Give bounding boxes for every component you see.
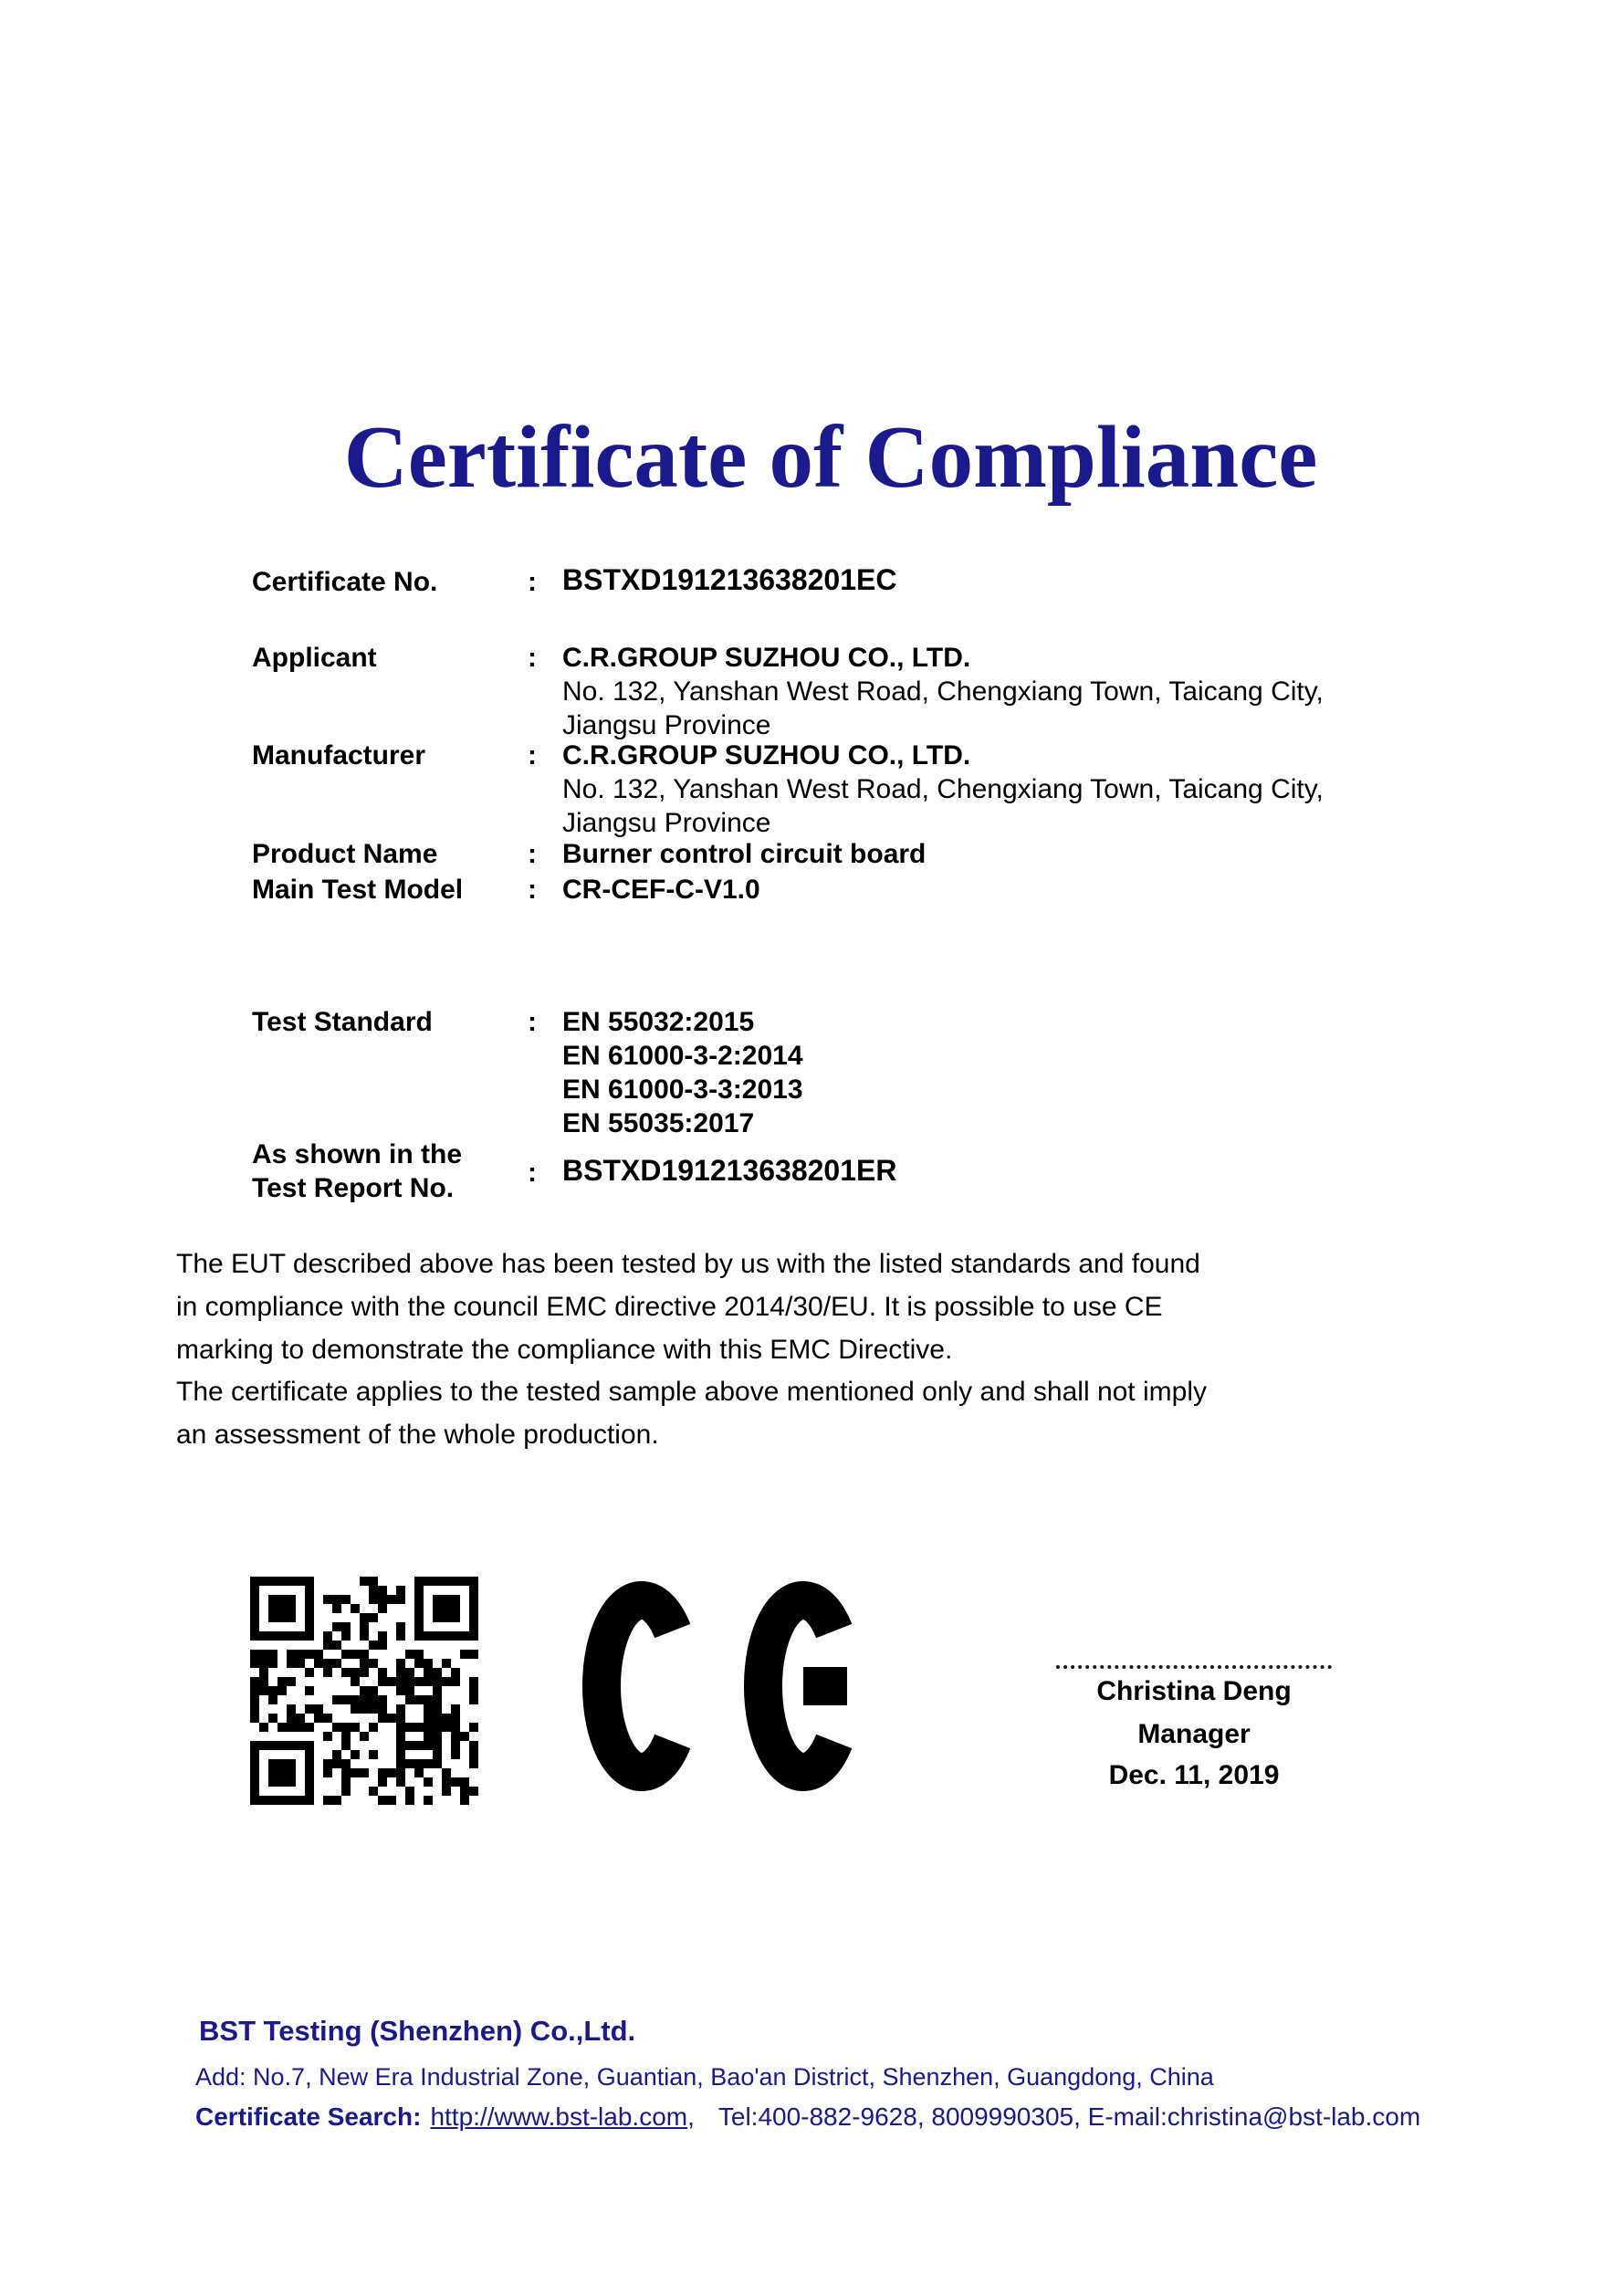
footer-contact: Tel:400-882-9628, 8009990305, E-mail:christina@bst-lab.com [717, 2102, 1421, 2131]
certificate-no-colon: : [528, 567, 537, 597]
product-name-value: Burner control circuit board [562, 839, 927, 869]
applicant-colon: : [528, 643, 537, 673]
statement-line: in compliance with the council EMC directive 2014/30/EU. It is possible to use CE [176, 1291, 1163, 1322]
manufacturer-address-line2: Jiangsu Province [562, 808, 771, 838]
test-standard-item: EN 55032:2015 [562, 1007, 755, 1037]
statement-line: marking to demonstrate the compliance with this EMC Directive. [176, 1334, 953, 1365]
main-test-model-value: CR-CEF-C-V1.0 [562, 875, 760, 905]
certificate-title: Certificate of Compliance [343, 408, 1318, 506]
main-test-model-colon: : [528, 875, 537, 905]
test-standard-item: EN 61000-3-2:2014 [562, 1041, 803, 1071]
product-name-colon: : [528, 839, 537, 869]
test-standard-item: EN 61000-3-3:2013 [562, 1075, 803, 1105]
footer-address: Add: No.7, New Era Industrial Zone, Guantian, Bao'an District, Shenzhen, Guangdong, China [195, 2063, 1214, 2091]
statement-line: The EUT described above has been tested by us with the listed standards and found [176, 1249, 1200, 1279]
test-report-label [252, 1138, 462, 1205]
statement-line: The certificate applies to the tested sample above mentioned only and shall not imply [176, 1377, 1207, 1408]
manufacturer-company: C.R.GROUP SUZHOU CO., LTD. [562, 740, 971, 771]
manufacturer-address-line1: No. 132, Yanshan West Road, Chengxiang Town, Taicang City, [562, 774, 1324, 804]
applicant-address-line2: Jiangsu Province [562, 710, 771, 740]
manufacturer-label: Manufacturer [252, 740, 426, 771]
compliance-statement [176, 1243, 1207, 1457]
qr-code [250, 1577, 478, 1805]
footer-search-row [195, 2101, 1420, 2133]
certificate-search-link[interactable]: http://www.bst-lab.com [430, 2102, 688, 2131]
test-report-value: BSTXD191213638201ER [562, 1154, 897, 1187]
certificate-search-label: Certificate Search: [195, 2102, 422, 2131]
certificate-no-value: BSTXD191213638201EC [562, 563, 897, 596]
signatory-role: Manager [1137, 1719, 1251, 1749]
test-report-colon: : [528, 1158, 537, 1188]
footer-company-name: BST Testing (Shenzhen) Co.,Ltd. [199, 2015, 636, 2047]
test-standard-label: Test Standard [252, 1007, 433, 1037]
certificate-no-label: Certificate No. [252, 567, 438, 597]
signature-dotted-line [1056, 1665, 1332, 1669]
product-name-label: Product Name [252, 839, 438, 869]
test-report-label-line1: As shown in the [252, 1139, 463, 1169]
search-separator: , [687, 2102, 695, 2131]
test-report-label-line2: Test Report No. [252, 1173, 455, 1203]
signatory-name: Christina Deng [1096, 1676, 1292, 1706]
applicant-label: Applicant [252, 643, 377, 673]
ce-mark-icon [578, 1581, 872, 1791]
test-standard-colon: : [528, 1007, 537, 1037]
manufacturer-value [562, 739, 1324, 840]
statement-line: an assessment of the whole production. [176, 1420, 659, 1451]
manufacturer-colon: : [528, 740, 537, 771]
test-standard-list [562, 1005, 803, 1140]
signature-date: Dec. 11, 2019 [1108, 1760, 1280, 1790]
applicant-value [562, 641, 1324, 742]
main-test-model-label: Main Test Model [252, 875, 464, 905]
applicant-address-line1: No. 132, Yanshan West Road, Chengxiang Town, Taicang City, [562, 676, 1324, 707]
test-standard-item: EN 55035:2017 [562, 1108, 755, 1138]
applicant-company: C.R.GROUP SUZHOU CO., LTD. [562, 643, 971, 673]
